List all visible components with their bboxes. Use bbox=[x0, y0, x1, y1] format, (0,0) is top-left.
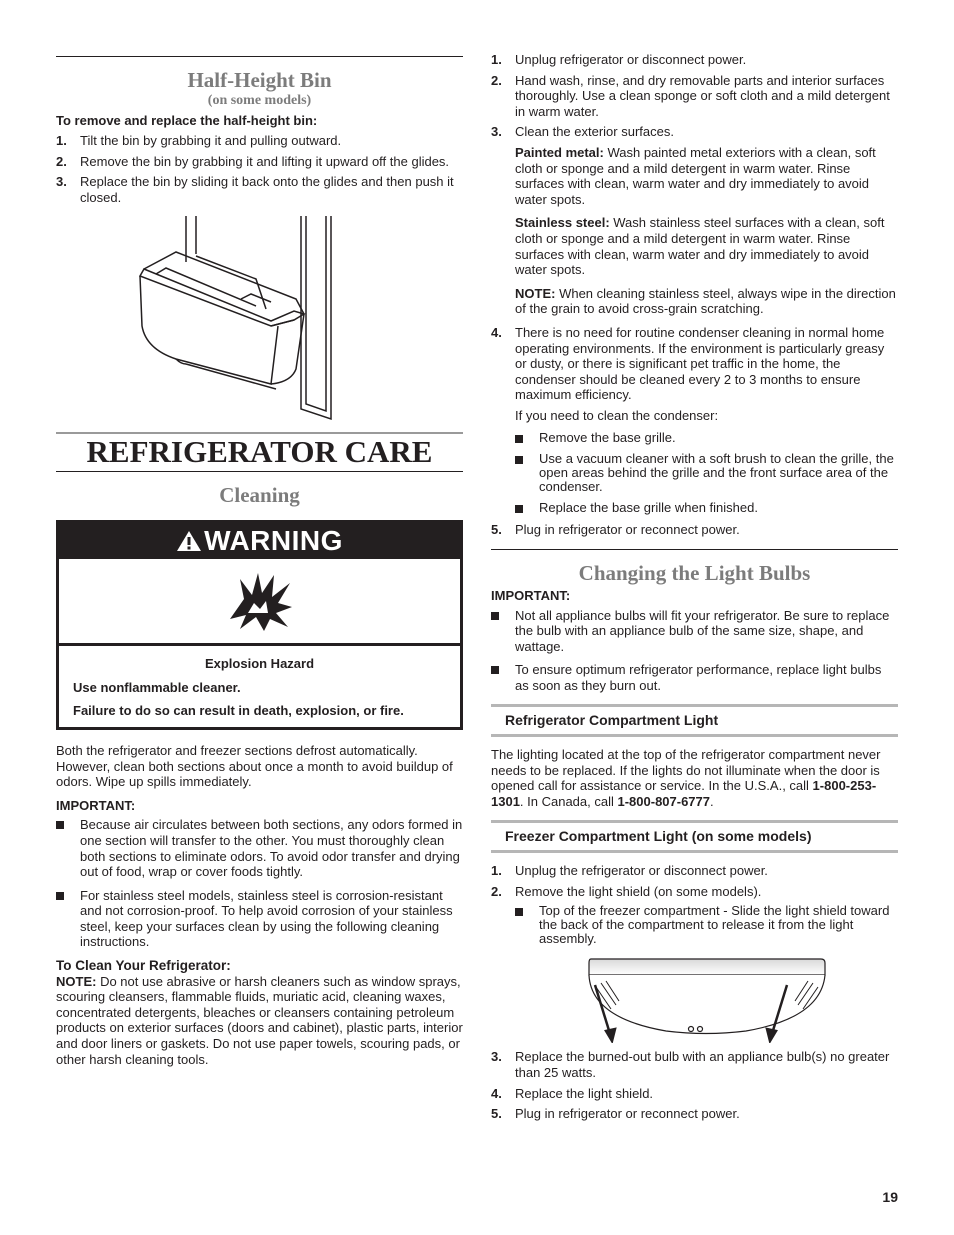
half-bin-title: Half-Height Bin bbox=[187, 68, 332, 92]
light-shield-illustration bbox=[491, 953, 898, 1043]
half-bin-subtitle: (on some models) bbox=[207, 93, 312, 108]
list-item: Not all appliance bulbs will fit your refrigerator. Be sure to replace the bulb with an appliance bulb of the same size, shape, and wattage. bbox=[491, 608, 898, 655]
top-rule bbox=[56, 56, 463, 57]
bullet-square-icon bbox=[56, 821, 64, 829]
defrost-paragraph: Both the refrigerator and freezer sections defrost automatically. However, clean both sections about once a month to avoid buildup of odors. Wipe up spills immediately. bbox=[56, 742, 453, 790]
warning-text bbox=[59, 646, 460, 727]
warning-label: WARNING bbox=[204, 525, 343, 557]
list-item: 2. Remove the bin by grabbing it and lifting it upward off the glides. bbox=[56, 153, 450, 169]
explosion-icon bbox=[226, 569, 296, 633]
warning-header bbox=[59, 523, 460, 559]
half-bin-illustration bbox=[56, 214, 463, 424]
list-item: For stainless steel models, stainless steel is corrosion-resistant and not corrosion-proof. To help avoid corrosion of your stainless steel, keep your surfaces clean by using the following cleaning instructions. bbox=[56, 888, 463, 950]
condenser-intro: If you need to clean the condenser: bbox=[515, 407, 719, 423]
list-item: 3. Replace the bin by sliding it back onto the glides and then push it closed. bbox=[56, 174, 454, 205]
bulbs-important: IMPORTANT: bbox=[491, 588, 571, 604]
list-item: Top of the freezer compartment - Slide the light shield toward the back of the compartment to release it from the light assembly. bbox=[515, 904, 898, 946]
list-item: 5. Plug in refrigerator or reconnect power. bbox=[491, 522, 740, 538]
left-column bbox=[56, 56, 463, 1072]
warning-line2: Failure to do so can result in death, explosion, or fire. bbox=[73, 703, 404, 719]
freezer-bullets bbox=[515, 904, 898, 946]
important-bullets bbox=[56, 817, 463, 950]
page-number: 19 bbox=[882, 1189, 898, 1205]
clean-heading: To Clean Your Refrigerator: bbox=[56, 958, 231, 974]
list-item: Because air circulates between both sections, any odors formed in one section will transfer to the other. You must thoroughly clean both sections to eliminate odors. To avoid odor transfer and drying out of food, wrap or cover foods tightly. bbox=[56, 817, 463, 879]
list-item: 2. Hand wash, rinse, and dry removable parts and interior surfaces thoroughly. Use a clean sponge or soft cloth and a mild detergent in warm water. bbox=[491, 72, 890, 119]
list-item: 2. Remove the light shield (on some models). Top of the freezer compartment - Slide the light shield toward the back of the compartment to release it from the light assembly. bbox=[491, 884, 898, 947]
warning-line1: Use nonflammable cleaner. bbox=[73, 679, 241, 695]
warning-triangle-icon bbox=[176, 530, 202, 552]
page-title: REFRIGERATOR CARE bbox=[86, 433, 433, 469]
painted-metal-text: Painted metal: Wash painted metal exteriors with a clean, soft cloth or sponge and a mild detergent in warm water. Rinse surfaces with clean, warm water and dry immediately to avoid water spots. bbox=[515, 144, 876, 207]
cleaning-title: Cleaning bbox=[219, 483, 300, 508]
list-item: 3. Clean the exterior surfaces. Painted metal: Wash painted metal exteriors with a clean, soft cloth or sponge and a mild detergent in warm water. Rinse surfaces with clean, warm water and dry immediately to avoid water spots. Stainless steel: Wash stainless steel surfaces with a clean, soft cloth or sponge and a mild detergent in warm water. Rinse surfaces with clean, warm water and dry immediately to avoid water spots. NOTE: When cleaning stainless steel, always wipe in the direction of the grain to avoid cross-grain scratching. bbox=[491, 124, 898, 317]
fridge-light-paragraph: The lighting located at the top of the refrigerator compartment never needs to be replaced. If the lights do not illuminate when the door is opened call for assistance or service. In the U.S.A., call 1-800-253-1301. In Canada, call 1-800-807-6777. bbox=[491, 747, 881, 809]
list-item: Replace the base grille when finished. bbox=[515, 501, 898, 515]
list-item: 1. Unplug the refrigerator or disconnect power. bbox=[491, 863, 768, 879]
bullet-square-icon bbox=[515, 435, 523, 443]
bulbs-title: Changing the Light Bulbs bbox=[578, 561, 811, 586]
bullet-square-icon bbox=[515, 456, 523, 464]
list-item: Remove the base grille. bbox=[515, 431, 898, 445]
important-label: IMPORTANT: bbox=[56, 797, 136, 813]
half-bin-intro: To remove and replace the half-height bin: bbox=[56, 112, 318, 128]
list-item: 1. Tilt the bin by grabbing it and pulling outward. bbox=[56, 133, 342, 149]
care-bottom-rule bbox=[56, 471, 463, 472]
list-item: 1. Unplug refrigerator or disconnect power. bbox=[491, 52, 747, 67]
warning-icon-area bbox=[59, 559, 460, 646]
list-item: 4. Replace the light shield. bbox=[491, 1085, 654, 1101]
condenser-bullets bbox=[515, 431, 898, 515]
freezer-steps-b bbox=[491, 1049, 898, 1121]
bulbs-rule bbox=[491, 549, 898, 550]
stainless-text: Stainless steel: Wash stainless steel surfaces with a clean, soft cloth or sponge and a mild detergent in warm water. Rinse surfaces with clean, warm water and dry immediately to avoid water spots. bbox=[515, 215, 885, 278]
bullet-square-icon bbox=[491, 612, 499, 620]
freezer-steps-a bbox=[491, 863, 898, 946]
cleaning-steps bbox=[491, 52, 898, 538]
stainless-note: NOTE: When cleaning stainless steel, always wipe in the direction of the grain to avoid cross-grain scratching. bbox=[515, 285, 896, 317]
bulb-bullets bbox=[491, 608, 898, 694]
warning-hazard: Explosion Hazard bbox=[204, 656, 315, 672]
bullet-square-icon bbox=[515, 908, 523, 916]
bullet-square-icon bbox=[515, 505, 523, 513]
list-item: Use a vacuum cleaner with a soft brush to clean the grille, the open areas behind the grille and the front surface area of the condenser. bbox=[515, 452, 898, 494]
bullet-square-icon bbox=[56, 892, 64, 900]
clean-note: NOTE: Do not use abrasive or harsh cleaners such as window sprays, scouring cleansers, flammable fluids, muriatic acid, cleaning waxes, concentrated detergents, bleaches or cleansers containing petroleum products on exterior surfaces (doors and cabinet), plastic parts, interior and door liners or gaskets. Do not use paper towels, scouring pads, or other harsh cleaning tools. bbox=[56, 973, 463, 1067]
bullet-square-icon bbox=[491, 666, 499, 674]
half-bin-steps bbox=[56, 133, 463, 205]
warning-box bbox=[56, 520, 463, 730]
list-item: 5. Plug in refrigerator or reconnect power. bbox=[491, 1106, 740, 1122]
list-item: 3. Replace the burned-out bulb with an appliance bulb(s) no greater than 25 watts. bbox=[491, 1049, 890, 1080]
freezer-light-heading: Freezer Compartment Light (on some models) bbox=[491, 820, 898, 854]
list-item: 4. There is no need for routine condenser cleaning in normal home operating environments. If the environment is particularly greasy or dusty, or there is significant pet traffic in the home, the condenser should be cleaned every 2 to 3 months to ensure maximum efficiency. If you need to clean the condenser: Remove the base grille. Use a vacuum cleaner with a soft brush to clean the grille, the open areas behind the grille and the front surface area of the condenser. Replace the base grille when finished. bbox=[491, 325, 898, 516]
list-item: To ensure optimum refrigerator performance, replace light bulbs as soon as they burn out. bbox=[491, 662, 898, 693]
right-column bbox=[491, 52, 898, 1127]
fridge-light-heading: Refrigerator Compartment Light bbox=[491, 704, 898, 738]
